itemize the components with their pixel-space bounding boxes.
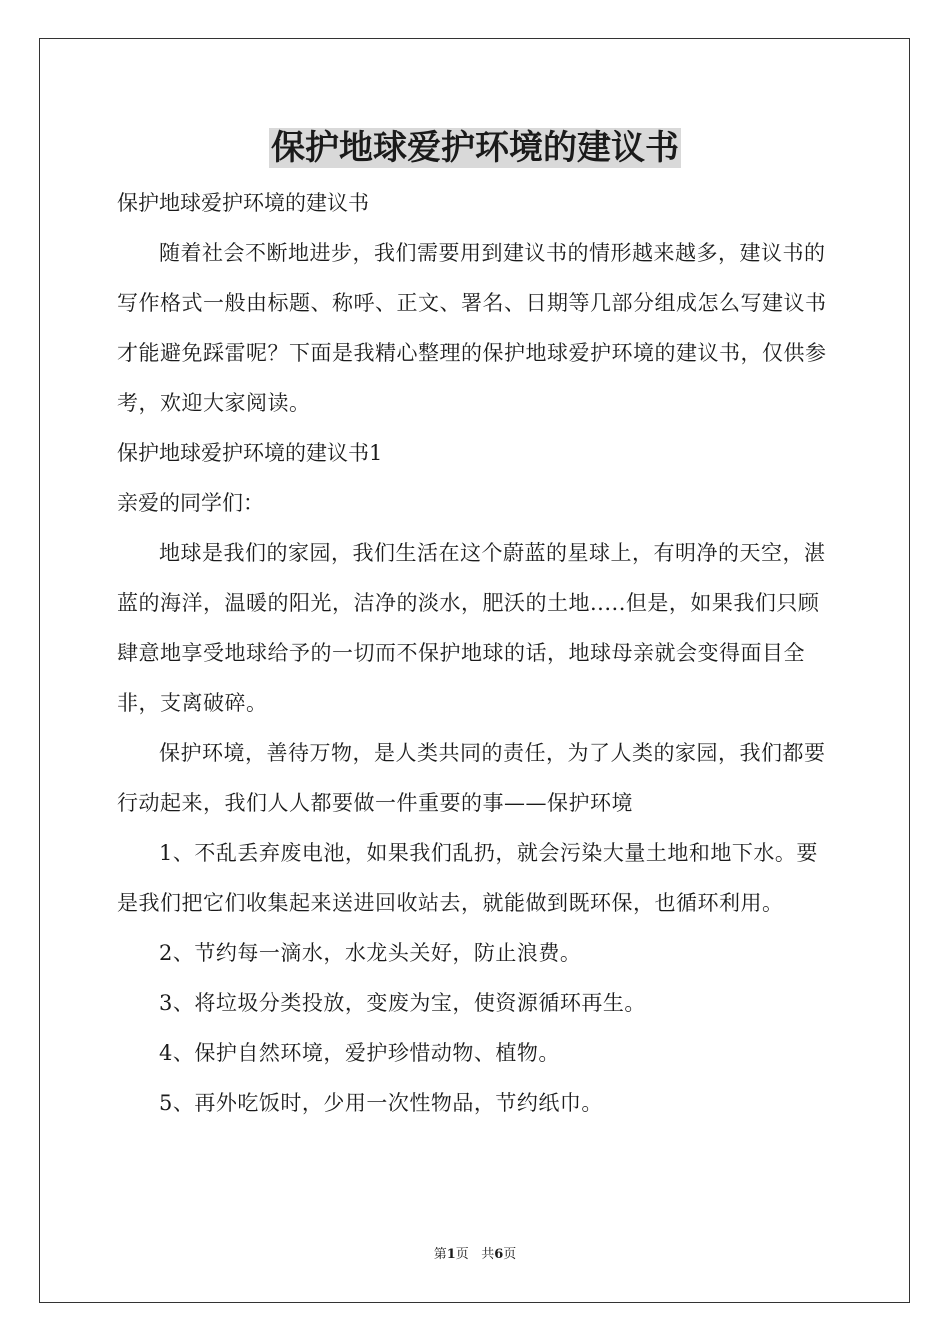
list-item-2: 2、节约每一滴水，水龙头关好，防止浪费。	[159, 941, 582, 965]
document-title	[0, 124, 950, 172]
document-body	[117, 178, 833, 1128]
body-paragraph-2: 保护环境，善待万物，是人类共同的责任，为了人类的家园，我们都要行动起来，我们人人都要做一件重要的事——保护环境	[117, 741, 826, 815]
list-item-5: 5、再外吃饭时，少用一次性物品，节约纸巾。	[159, 1091, 603, 1115]
section-heading: 保护地球爱护环境的建议书1	[117, 441, 383, 465]
footer-current-page: 1	[446, 1247, 456, 1262]
list-item-4: 4、保护自然环境，爱护珍惜动物、植物。	[159, 1041, 560, 1065]
footer-total-prefix: 共	[481, 1247, 495, 1262]
document-subtitle: 保护地球爱护环境的建议书	[117, 191, 369, 215]
footer-total-pages: 6	[494, 1247, 504, 1262]
footer-page-word: 页	[455, 1247, 469, 1262]
footer-total-suffix: 页	[503, 1247, 517, 1262]
page-footer	[0, 1246, 950, 1264]
footer-prefix: 第	[433, 1247, 447, 1262]
document-title-text: 保护地球爱护环境的建议书	[271, 128, 679, 168]
salutation: 亲爱的同学们：	[117, 491, 264, 515]
list-item-1: 1、不乱丢弃废电池，如果我们乱扔，就会污染大量土地和地下水。要是我们把它们收集起来送进回收站去，就能做到既环保，也循环利用。	[117, 841, 818, 915]
list-item-3: 3、将垃圾分类投放，变废为宝，使资源循环再生。	[159, 991, 646, 1015]
body-paragraph-1: 地球是我们的家园，我们生活在这个蔚蓝的星球上，有明净的天空，湛蓝的海洋，温暖的阳光，洁净的淡水，肥沃的土地.....但是，如果我们只顾肆意地享受地球给予的一切而不保护地球的话，地球母亲就会变得面目全非，支离破碎。	[117, 541, 826, 715]
intro-paragraph: 随着社会不断地进步，我们需要用到建议书的情形越来越多，建议书的写作格式一般由标题、称呼、正文、署名、日期等几部分组成怎么写建议书才能避免踩雷呢？下面是我精心整理的保护地球爱护环境的建议书，仅供参考，欢迎大家阅读。	[117, 241, 827, 415]
